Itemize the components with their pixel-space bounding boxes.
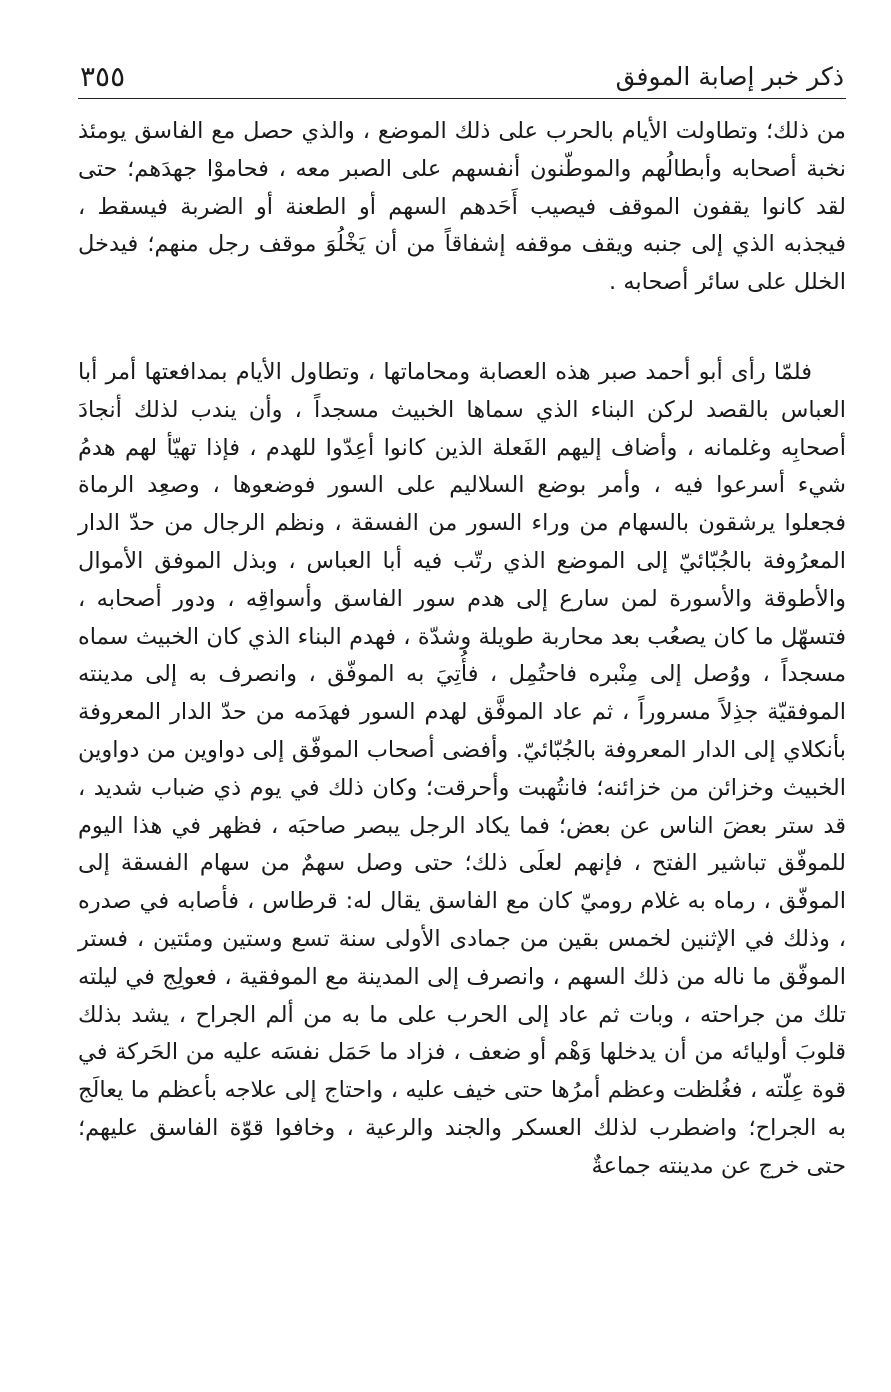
running-header: [78, 48, 846, 99]
book-page: [78, 48, 846, 1186]
body-text: [78, 113, 846, 1186]
paragraph-2: فلمّا رأى أبو أحمد صبر هذه العصابة ومحاماتها ، وتطاول الأيام بمدافعتها أمر أبا العباس بالقصد لركن البناء الذي سماها الخبيث مسجداً ، وأن يندب لذلك أنجادَ أصحابِه وغلمانه ، وأضاف إليهم الفَعلة الذين كانوا أعِدّوا للهدم ، فإذا تهيّأ لهم هدمُ شيء أسرعوا فيه ، وأمر بوضع السلاليم على السور فوضعوها ، وصعِد الرماة فجعلوا يرشقون بالسهام من وراء السور من الفسقة ، ونظم الرجال من حدّ الدار المعرُوفة بالجُبّائيّ إلى الموضع الذي رتّب فيه أبا العباس ، وبذل الموفق الأموال والأطوقة والأسورة لمن سارع إلى هدم سور الفاسق وأسواقِه ، ودور أصحابه ، فتسهّل ما كان يصعُب بعد محاربة طويلة وشدّة ، فهدم البناء الذي كان الخبيث سماه مسجداً ، ووُصل إلى مِنْبره فاحتُمِل ، فأُتِيَ به الموفّق ، وانصرف به إلى مدينته الموفقيّة جذِلاً مسروراً ، ثم عاد الموفَّق لهدم السور فهدَمه من حدّ الدار المعروفة بأنكلاي إلى الدار المعروفة بالجُبّائيّ. وأفضى أصحاب الموفّق إلى دواوين من دواوين الخبيث وخزائن من خزائنه؛ فانتُهبت وأحرقت؛ وكان ذلك في يوم ذي ضباب شديد ، قد ستر بعضَ الناس عن بعض؛ فما يكاد الرجل يبصر صاحبَه ، فظهر في هذا اليوم للموفّق تباشير الفتح ، فإنهم لعلَى ذلك؛ حتى وصل سهمٌ من سهام الفسقة إلى الموفّق ، رماه به غلام روميّ كان مع الفاسق يقال له: قرطاس ، فأصابه في صدره ، وذلك في الإثنين لخمس بقين من جمادى الأولى سنة تسع وستين ومئتين ، فستر الموفّق ما ناله من ذلك السهم ، وانصرف إلى المدينة مع الموفقية ، فعولِج في ليلته تلك من جراحته ، وبات ثم عاد إلى الحرب على ما به من ألم الجراح ، يشد بذلك قلوبَ أوليائه من أن يدخلها وَهْم أو ضعف ، فزاد ما حَمَل نفسَه عليه من الحَركة في قوة عِلّته ، فغُلظت وعظم أمرُها حتى خيف عليه ، واحتاج إلى علاجه بأعظم ما يعالَج به الجراح؛ واضطرب لذلك العسكر والجند والرعية ، وخافوا قوّة الفاسق عليهم؛ حتى خرج عن مدينته جماعةٌ: [78, 358, 846, 1179]
page-number: ٣٥٥: [80, 60, 126, 93]
paragraph-1: من ذلك؛ وتطاولت الأيام بالحرب على ذلك الموضع ، والذي حصل مع الفاسق يومئذ نخبة أصحابه وأبطالُهم والموطّنون أنفسهم على الصبر معه ، فحاموْا جهدَهم؛ حتى لقد كانوا يقفون الموقف فيصيب أَحَدهم السهم أو الطعنة أو الضربة فيسقط ، فيجذبه الذي إلى جنبه ويقف موقفه إشفاقاً من أن يَخْلُوَ موقف رجل منهم؛ فيدخل الخلل على سائر أصحابه .: [78, 118, 846, 296]
chapter-title: ذكر خبر إصابة الموفق: [615, 62, 844, 91]
